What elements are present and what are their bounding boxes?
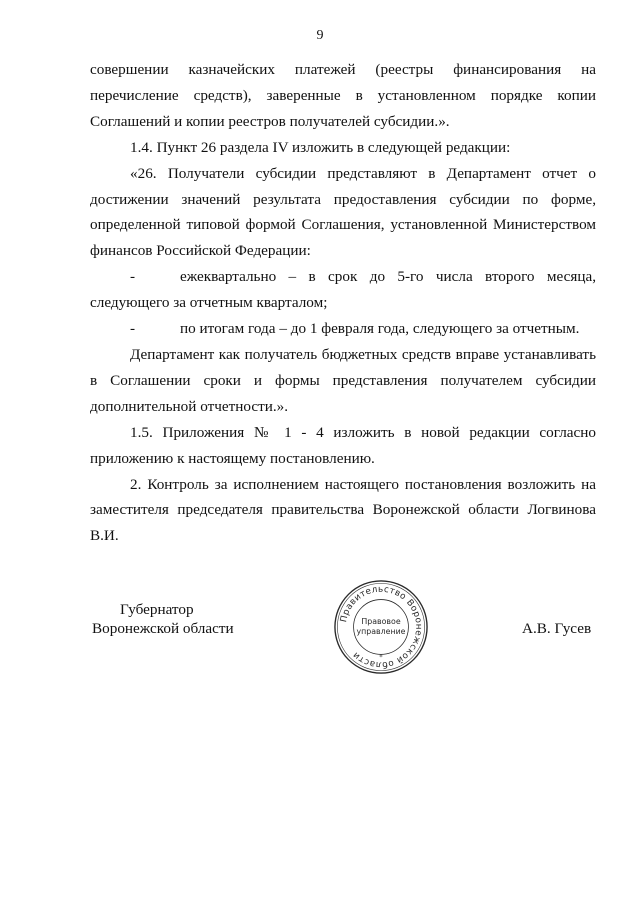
signer-name: А.В. Гусев	[522, 620, 592, 637]
seal-ring-text: Правительство Воронежской области	[338, 584, 424, 670]
bullet-item-quarterly	[90, 264, 596, 290]
official-seal	[332, 578, 430, 676]
paragraph-item-2: 2. Контроль за исполнением настоящего постановления возложить на заместителя председателя правительства Воронежской области Логвинова В.И.	[90, 475, 596, 545]
document-body	[90, 57, 596, 549]
paragraph-continuation: совершении казначейских платежей (реестры финансирования на перечисление средств), заверенные в установленном порядке копии Соглашений и копии реестров получателей субсидии.».	[90, 61, 596, 130]
paragraph-item-1-5: 1.5. Приложения № 1 - 4 изложить в новой редакции согласно приложению к настоящему постановлению.	[90, 423, 596, 467]
signature-title-line1: Губернатор	[120, 601, 194, 618]
bullet-text: по итогам года – до 1 февраля года, следующего за отчетным.	[180, 320, 580, 338]
signature-title-line2: Воронежской области	[92, 620, 234, 637]
seal-center-line1: Правовое	[361, 617, 401, 627]
paragraph-point-26: «26. Получатели субсидии представляют в Департамент отчет о достижении значений результата предоставления субсидии по форме, определенной типовой формой Соглашения, установленной Министерством финансов Российской Федерации:	[90, 164, 596, 260]
seal-center-line2: управление	[356, 626, 406, 636]
bullet-item-annual	[90, 316, 596, 342]
paragraph-department: Департамент как получатель бюджетных средств вправе устанавливать в Соглашении сроки и формы представления получателем субсидии дополнительной отчетности.».	[90, 345, 596, 415]
page-number: 9	[316, 28, 324, 43]
bullet-dash: -	[130, 268, 136, 286]
signature-title	[92, 600, 234, 638]
paragraph-item-1-4: 1.4. Пункт 26 раздела IV изложить в следующей редакции:	[130, 138, 511, 156]
bullet-continuation: следующего за отчетным кварталом;	[90, 294, 328, 312]
bullet-dash: -	[130, 320, 136, 338]
bullet-text: ежеквартально – в срок до 5-го числа второго месяца,	[180, 268, 596, 286]
seal-star-icon: *	[379, 654, 383, 662]
